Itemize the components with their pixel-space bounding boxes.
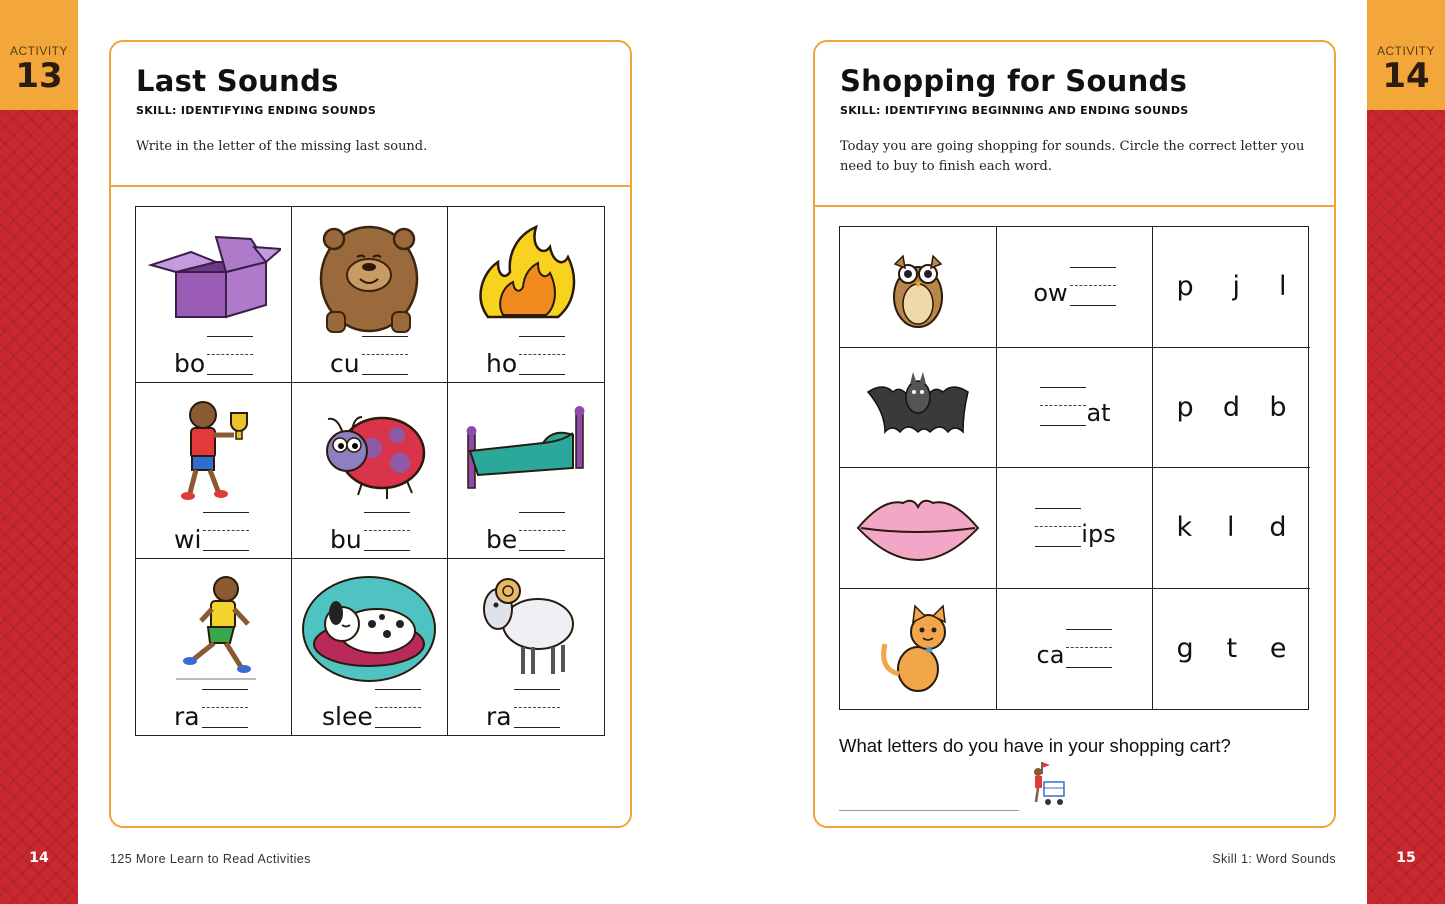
answer-line[interactable]	[1035, 508, 1081, 548]
grid-cell	[136, 383, 292, 559]
answer-line[interactable]	[1066, 629, 1112, 669]
letter-choice[interactable]: e	[1269, 633, 1287, 665]
word-part: at	[1086, 399, 1111, 428]
boy-trophy-icon	[146, 393, 281, 511]
divider	[111, 185, 630, 187]
picture-cell	[840, 227, 997, 348]
page-title: Shopping for Sounds	[840, 64, 1188, 98]
word-stem: ho	[486, 349, 518, 378]
word-stem: bo	[174, 349, 206, 378]
left-side-band	[0, 0, 78, 904]
grid-cell	[136, 559, 292, 735]
shopping-sounds-grid	[839, 226, 1309, 710]
letter-choice[interactable]: p	[1176, 271, 1194, 303]
answer-line[interactable]	[1040, 387, 1086, 427]
word-stem: bu	[330, 525, 362, 554]
letter-choices	[1153, 589, 1310, 710]
page-number-right: 15	[1396, 850, 1416, 866]
letter-choice[interactable]: l	[1278, 271, 1287, 303]
box-icon	[146, 217, 281, 335]
cart-question: What letters do you have in your shopping cart?	[839, 735, 1231, 756]
letter-choice[interactable]: k	[1176, 512, 1193, 544]
word-stem: slee	[322, 702, 373, 731]
letter-choice[interactable]: l	[1226, 512, 1235, 544]
letter-choices	[1153, 468, 1310, 589]
word-stem: ra	[486, 702, 512, 731]
skill-label: SKILL: IDENTIFYING ENDING SOUNDS	[136, 104, 377, 117]
letter-choices	[1153, 227, 1310, 348]
sleeping-dog-icon	[302, 569, 437, 687]
ram-icon	[458, 569, 593, 687]
grid-cell	[292, 207, 448, 383]
picture-cell	[840, 468, 997, 589]
grid-cell	[448, 207, 604, 383]
word-cell	[997, 468, 1153, 589]
page-number-left: 14	[29, 850, 49, 866]
activity-label: ACTIVITY	[9, 44, 68, 58]
shopping-cart-icon	[1026, 760, 1070, 810]
right-side-band	[1367, 0, 1445, 904]
answer-line[interactable]	[519, 512, 565, 552]
cat-icon	[863, 604, 973, 694]
grid-cell	[136, 207, 292, 383]
activity-number: 13	[15, 56, 63, 96]
answer-line[interactable]	[519, 336, 565, 376]
letter-choice[interactable]: p	[1176, 391, 1194, 423]
letter-choice[interactable]: g	[1176, 633, 1194, 665]
activity-number: 14	[1382, 56, 1430, 96]
cart-answer-line[interactable]	[839, 810, 1019, 811]
word-cell	[997, 589, 1153, 710]
answer-line[interactable]	[514, 689, 560, 729]
divider	[815, 205, 1334, 207]
instruction-text: Today you are going shopping for sounds. Circle the correct letter you need to buy to finish each word.	[840, 139, 1305, 174]
activity-tab-right	[1367, 0, 1445, 110]
footer-left: 125 More Learn to Read Activities	[110, 852, 311, 866]
letter-choice[interactable]: d	[1222, 391, 1241, 423]
bat-icon	[863, 362, 973, 452]
ladybug-icon	[302, 393, 437, 511]
skill-label: SKILL: IDENTIFYING BEGINNING AND ENDING SOUNDS	[840, 104, 1189, 117]
answer-line[interactable]	[375, 689, 421, 729]
picture-cell	[840, 348, 997, 469]
answer-line[interactable]	[364, 512, 410, 552]
grid-cell	[292, 383, 448, 559]
word-stem: be	[486, 525, 518, 554]
letter-choice[interactable]: t	[1226, 633, 1238, 665]
word-stem: cu	[330, 349, 360, 378]
answer-line[interactable]	[362, 336, 408, 376]
word-cell	[997, 348, 1153, 469]
running-boy-icon	[146, 569, 281, 687]
grid-cell	[292, 559, 448, 735]
word-part: ow	[1033, 278, 1068, 307]
last-sounds-grid	[135, 206, 605, 736]
fire-icon	[458, 217, 593, 335]
activity-tab-left	[0, 0, 78, 110]
lips-icon	[853, 483, 983, 573]
footer-right: Skill 1: Word Sounds	[1212, 852, 1336, 866]
word-part: ca	[1036, 640, 1065, 669]
word-stem: wi	[174, 525, 202, 554]
word-stem: ra	[174, 702, 200, 731]
letter-choices	[1153, 348, 1310, 469]
grid-cell	[448, 383, 604, 559]
answer-line[interactable]	[203, 512, 249, 552]
word-cell	[997, 227, 1153, 348]
answer-line[interactable]	[1070, 267, 1116, 307]
letter-choice[interactable]: d	[1269, 512, 1287, 544]
grid-cell	[448, 559, 604, 735]
activity-label: ACTIVITY	[1376, 44, 1435, 58]
bed-icon	[458, 393, 593, 511]
answer-line[interactable]	[207, 336, 253, 376]
letter-choice[interactable]: b	[1269, 391, 1287, 423]
bear-icon	[302, 217, 437, 335]
instruction-text: Write in the letter of the missing last sound.	[136, 139, 428, 154]
owl-icon	[863, 242, 973, 332]
answer-line[interactable]	[202, 689, 248, 729]
word-part: ips	[1081, 519, 1116, 548]
picture-cell	[840, 589, 997, 710]
letter-choice[interactable]: j	[1232, 271, 1241, 303]
page-title: Last Sounds	[136, 64, 339, 98]
